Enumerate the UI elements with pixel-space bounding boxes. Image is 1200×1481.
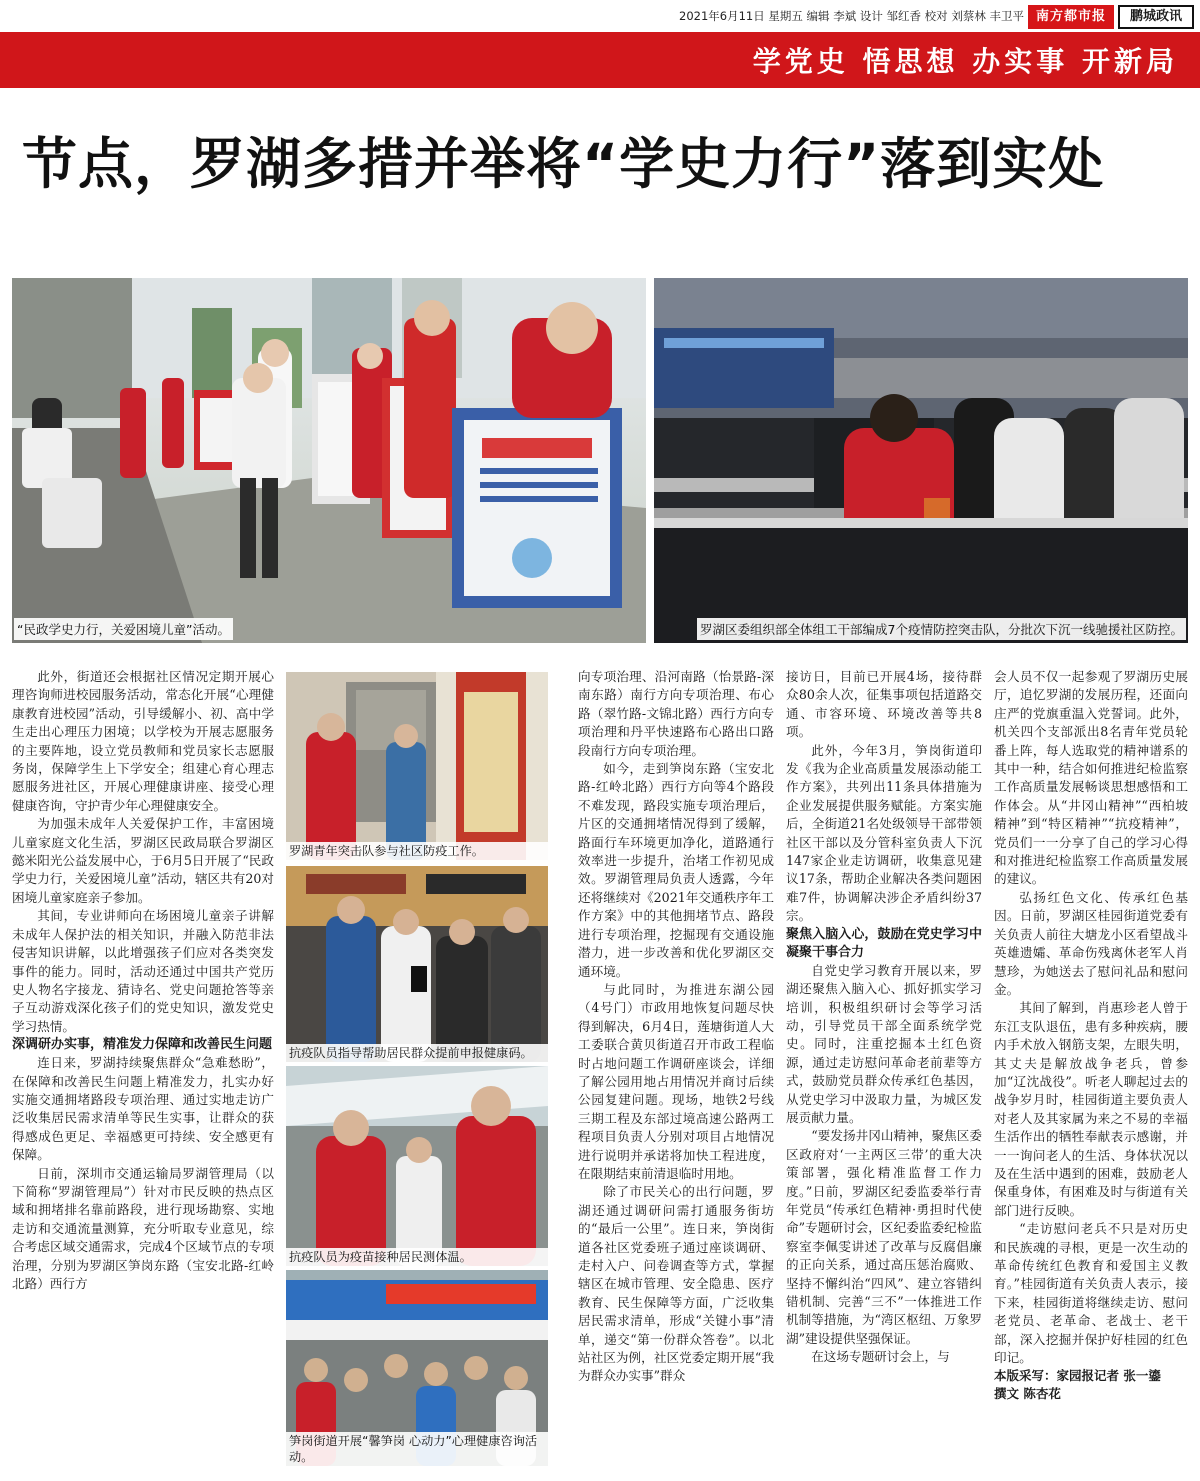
column-5 — [994, 668, 1188, 1468]
col3-paragraph-2: 如今，走到笋岗东路（宝安北路-红岭北路）西行方向等4个路段不难发现，路段实施专项治理后，片区的交通拥堵情况得到了缓解，路面行车环境更加净化，道路通行效率进一步提升，治堵工作初见成效。罗湖管理局负责人透露，今年还将继续对《2021年交通秩序年工作方案》中的其他拥堵节点、路段进行专项治理，挖掘现有交通设施潜力，进一步改善和优化罗湖区交通环境。 — [578, 761, 774, 979]
photo-youth-team — [286, 672, 548, 860]
photo-youth-team-image — [286, 672, 548, 860]
section-logo: 鹏城政讯 — [1118, 5, 1194, 29]
photo-epidemic-team-image — [654, 278, 1188, 643]
col1-paragraph-2: 为加强未成年人关爱保护工作，丰富困境儿童家庭文化生活，罗湖区民政局联合罗湖区懿米阳光公益发展中心，于6月5日开展了“民政学史力行，关爱困境儿童”活动，辖区共有20对困境儿童家庭亲子参加。 — [12, 816, 274, 905]
masthead — [0, 0, 1200, 32]
photo-temperature-image — [286, 1066, 548, 1266]
byline-writer: 撰文 陈杏花 — [994, 1386, 1061, 1402]
col1-paragraph-1: 此外，街道还会根据社区情况定期开展心理咨询师进校园服务活动，常态化开展“心理健康教育进校园”活动，引导缓解小、初、高中学生走出心理压力困境；以学校为开展志愿服务的主要阵地，设立党员教师和党员家长志愿服务岗，保障学生上下学安全；组建心育心理志愿服务进社区，开展心理健康讲座、接受心理健康咨询，守护青少年心理健康安全。 — [12, 669, 274, 813]
photo-health-code — [286, 866, 548, 1062]
col4-paragraph-4: “要发扬井冈山精神，聚焦区委区政府对‘一主两区三带’的重大决策部署，强化精准监督工作力度。”日前，罗湖区纪委监委举行青年党员“传承红色精神·勇担时代使命”专题研讨会，区纪委监委纪检监察室李佩雯讲述了改革与反腐倡廉的正向关系，通过高压惩治腐败、坚持不懈纠治“四风”、建立容错纠错机制、完善“三不”一体推进工作机制等措施，为“湾区枢纽、万象罗湖”建设提供坚强保证。 — [786, 1128, 982, 1346]
col5-paragraph-2: 弘扬红色文化、传承红色基因。日前，罗湖区桂园街道党委有关负责人前往大塘龙小区看望战斗英雄遗孀、革命伤残离休老军人肖慧珍，为她送去了慰问礼品和慰问金。 — [994, 889, 1188, 997]
paper-logo: 南方都市报 — [1028, 5, 1114, 29]
col4-paragraph-1: 接访日，目前已开展4场，接待群众80余人次，征集事项包括道路交通、市容环境、环境改善等共8项。 — [786, 669, 982, 740]
col3-paragraph-3: 与此同时，为推进东湖公园（4号门）市政用地恢复问题尽快得到解决，6月4日，莲塘街道人大工委联合黄贝街道召开市政工程临时占地问题工作调研座谈会，详细了解公园用地占用情况并商讨后续公园复建问题。现场，地铁2号线三期工程及东部过境高速公路两工程项目负责人分别对项目占地情况进行说明并承诺将加快工程进度，在限期结束前清退临时用地。 — [578, 981, 774, 1181]
col1-paragraph-4: 连日来，罗湖持续聚焦群众“急难愁盼”，在保障和改善民生问题上精准发力，扎实办好实施交通拥堵路段专项治理、通过实地走访广泛收集居民需求清单等民生实事，让群众的获得感成色更足、幸福感更可持续、安全感更有保障。 — [12, 1055, 274, 1163]
byline-reporter: 本版采写：家园报记者 张一鎏 — [994, 1368, 1161, 1384]
headline: 节点，罗湖多措并举将“学史力行”落到实处 — [22, 132, 1105, 196]
column-1 — [12, 668, 274, 1468]
photo-mental-health — [286, 1270, 548, 1466]
col1-paragraph-3: 其间，专业讲师向在场困境儿童亲子讲解未成年人保护法的相关知识，并融入防范非法侵害知识讲解，以此增强孩子们应对各类突发事件的能力。同时，活动还通过中国共产党历史人物名字接龙、猜诗名、党史问题抢答等亲子互动游戏深化孩子们的党史知识，激发党史学习热情。 — [12, 908, 274, 1034]
col1-subhead: 深调研办实事，精准发力保障和改善民生问题 — [12, 1037, 273, 1053]
col1-paragraph-5: 日前，深圳市交通运输局罗湖管理局（以下简称“罗湖管理局”）针对市民反映的热点区域和拥堵排名靠前路段，进行现场勘察、实地走访和交通流量测算，充分听取专业意见，综合考虑区域交通需求，完成4个区域节点的专项治理，分别为罗湖区笋岗东路（宝安北路-红岭北路）西行方 — [12, 1165, 274, 1291]
col5-paragraph-1: 会人员不仅一起参观了罗湖历史展厅，追忆罗湖的发展历程，还面向庄严的党旗重温入党誓词。此外，机关四个支部派出8名青年党员轮番上阵，每人选取党的精神谱系的其中一种，结合如何推进纪检监察工作高质量发展畅谈思想感悟和工作体会。从“井冈山精神”“西柏坡精神”到“特区精神”“抗疫精神”，党员们一一分享了自己的学习心得和对推进纪检监察工作高质量发展的建议。 — [994, 669, 1188, 887]
column-4 — [786, 668, 982, 1468]
caption-mental-health: 笋岗街道开展“馨笋岗 心动力”心理健康咨询活动。 — [286, 1432, 548, 1466]
col4-paragraph-5: 在这场专题研讨会上，与 — [811, 1349, 950, 1365]
caption-health-code: 抗疫队员指导帮助居民群众提前申报健康码。 — [286, 1044, 548, 1062]
photo-health-code-image — [286, 866, 548, 1062]
caption-temperature: 抗疫队员为疫苗接种居民测体温。 — [286, 1248, 548, 1266]
col3-paragraph-1: 向专项治理、沿河南路（怡景路-深南东路）南行方向专项治理、布心路（翠竹路-文锦北路）西行方向专项治理和丹平快速路布心路出口路段南行方向专项治理。 — [578, 669, 774, 758]
column-3 — [578, 668, 774, 1468]
caption-epidemic-team: 罗湖区委组织部全体组工干部编成7个疫情防控突击队，分批次下沉一线驰援社区防控。 — [697, 618, 1186, 640]
caption-children-activity: “民政学史力行，关爱困境儿童”活动。 — [14, 618, 233, 640]
slogan-text: 学党史 悟思想 办实事 开新局 — [752, 45, 1178, 78]
photo-temperature — [286, 1066, 548, 1266]
caption-youth-team: 罗湖青年突击队参与社区防疫工作。 — [286, 842, 548, 860]
col5-paragraph-3: 其间了解到，肖惠珍老人曾于东江支队退伍，患有多种疾病，腰内手术放入钢筋支架，左眼失明，其丈夫是解放战争老兵，曾参加“辽沈战役”。听老人聊起过去的战争岁月时，桂园街道主要负责人对老人及其家属为来之不易的幸福生活作出的牺牲奉献表示感谢，并一一询问老人的生活、身体状况以及在生活中遇到的困难，鼓励老人保重身体，有困难及时与街道有关部门进行反映。 — [994, 1000, 1188, 1218]
photo-children-activity-image — [12, 278, 646, 643]
col4-subhead: 聚焦入脑入心，鼓励在党史学习中凝聚干事合力 — [786, 926, 982, 960]
dateline: 2021年6月11日 星期五 编辑 李斌 设计 邹红香 校对 刘蔡林 丰卫平 — [679, 9, 1024, 23]
col4-paragraph-3: 自党史学习教育开展以来，罗湖还聚焦入脑入心、抓好抓实学习培训，积极组织研讨会等学习活动，引导党员干部全面系统学党史。同时，注重挖掘本土红色资源，通过走访慰问革命老前辈等方式，鼓励党员群众传承红色基因，从党史学习中汲取力量，为城区发展贡献力量。 — [786, 962, 982, 1125]
col4-paragraph-2: 此外，今年3月，笋岗街道印发《我为企业高质量发展添动能工作方案》，共列出11条具体措施为企业发展提供服务赋能。方案实施后，全街道21名处级领导干部带领社区干部以及分管科室负责人下沉147家企业走访调研，收集意见建议17条，帮助企业解决各类问题困难7件，协调解决涉企矛盾纠纷37宗。 — [786, 742, 982, 924]
col3-paragraph-4: 除了市民关心的出行问题，罗湖还通过调研问需打通服务街坊的“最后一公里”。连日来，笋岗街道各社区党委班子通过座谈调研、走村入户、问卷调查等方式，掌握辖区在城市管理、安全隐患、医疗教育、民生保障等方面，广泛收集居民需求清单，形成“关键小事”清单，递交“第一份群众答卷”。以北站社区为例，社区党委定期开展“我为群众办实事”群众 — [578, 1184, 774, 1384]
photo-children-activity — [12, 278, 646, 643]
photo-epidemic-team — [654, 278, 1188, 643]
col5-paragraph-4: “走访慰问老兵不只是对历史和民族魂的寻根，更是一次生动的革命传统红色教育和爱国主义教育。”桂园街道有关负责人表示，接下来，桂园街道将继续走访、慰问老党员、老革命、老战士、老干部，深入挖掘并保护好桂园的红色印记。 — [994, 1221, 1188, 1366]
